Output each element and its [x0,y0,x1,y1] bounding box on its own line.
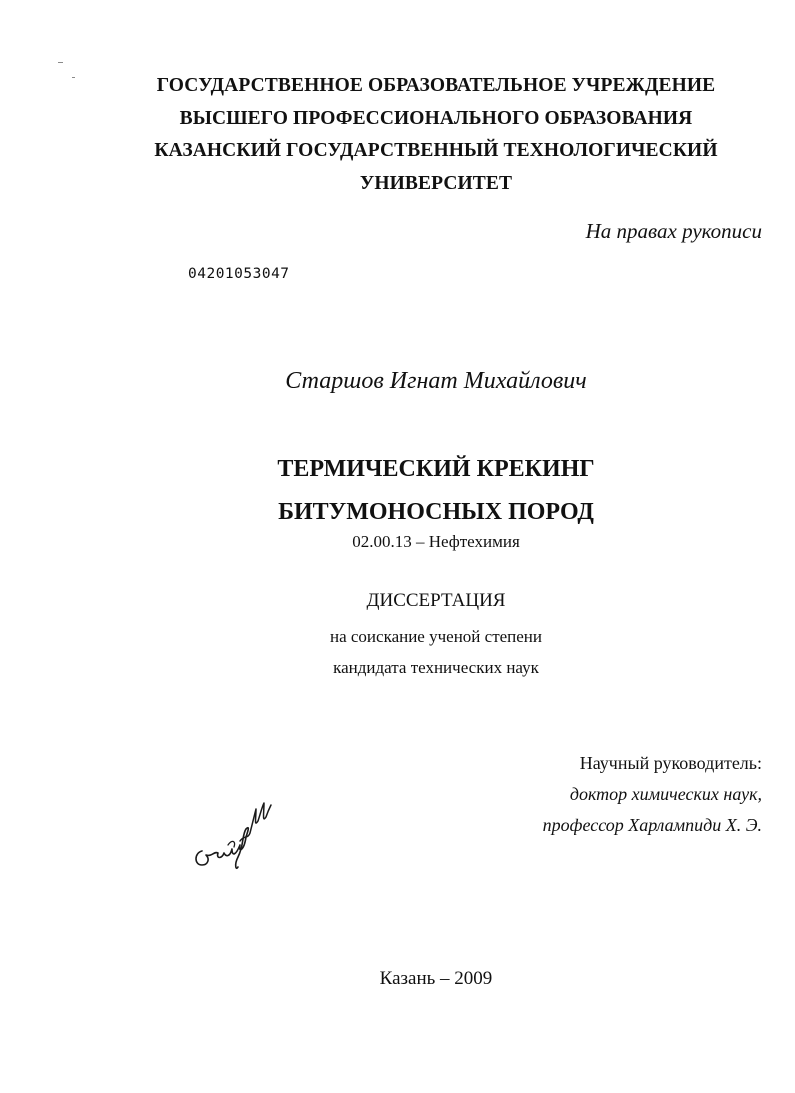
supervisor-name: профессор Харлампиди Х. Э. [542,815,762,835]
institution-header [0,70,795,200]
institution-line: ВЫСШЕГО ПРОФЕССИОНАЛЬНОГО ОБРАЗОВАНИЯ [179,107,693,129]
institution-line: ГОСУДАРСТВЕННОЕ ОБРАЗОВАТЕЛЬНОЕ УЧРЕЖДЕНИЕ [156,75,716,96]
manuscript-note: На правах рукописи [585,219,762,243]
handwritten-signature [188,795,273,875]
degree-statement [0,621,795,683]
dissertation-title [0,448,795,534]
document-type: ДИССЕРТАЦИЯ [366,590,506,611]
city-year: Казань – 2009 [379,968,493,989]
author-name: Старшов Игнат Михайлович [285,368,587,394]
supervisor-label: Научный руководитель: [579,753,762,773]
degree-line: на соискание ученой степени [329,627,543,646]
supervisor-degree: доктор химических наук, [569,784,762,804]
specialty-code: 02.00.13 – Нефтехимия [352,532,520,551]
supervisor-block [543,748,762,841]
institution-line: УНИВЕРСИТЕТ [359,172,513,194]
title-line: ТЕРМИЧЕСКИЙ КРЕКИНГ [277,456,595,482]
scan-speck [58,62,63,63]
title-line: БИТУМОНОСНЫХ ПОРОД [278,499,594,525]
institution-line: КАЗАНСКИЙ ГОСУДАРСТВЕННЫЙ ТЕХНОЛОГИЧЕСКИЙ [154,140,718,161]
registry-code: 04201053047 [188,266,290,282]
degree-line: кандидата технических наук [333,658,539,677]
